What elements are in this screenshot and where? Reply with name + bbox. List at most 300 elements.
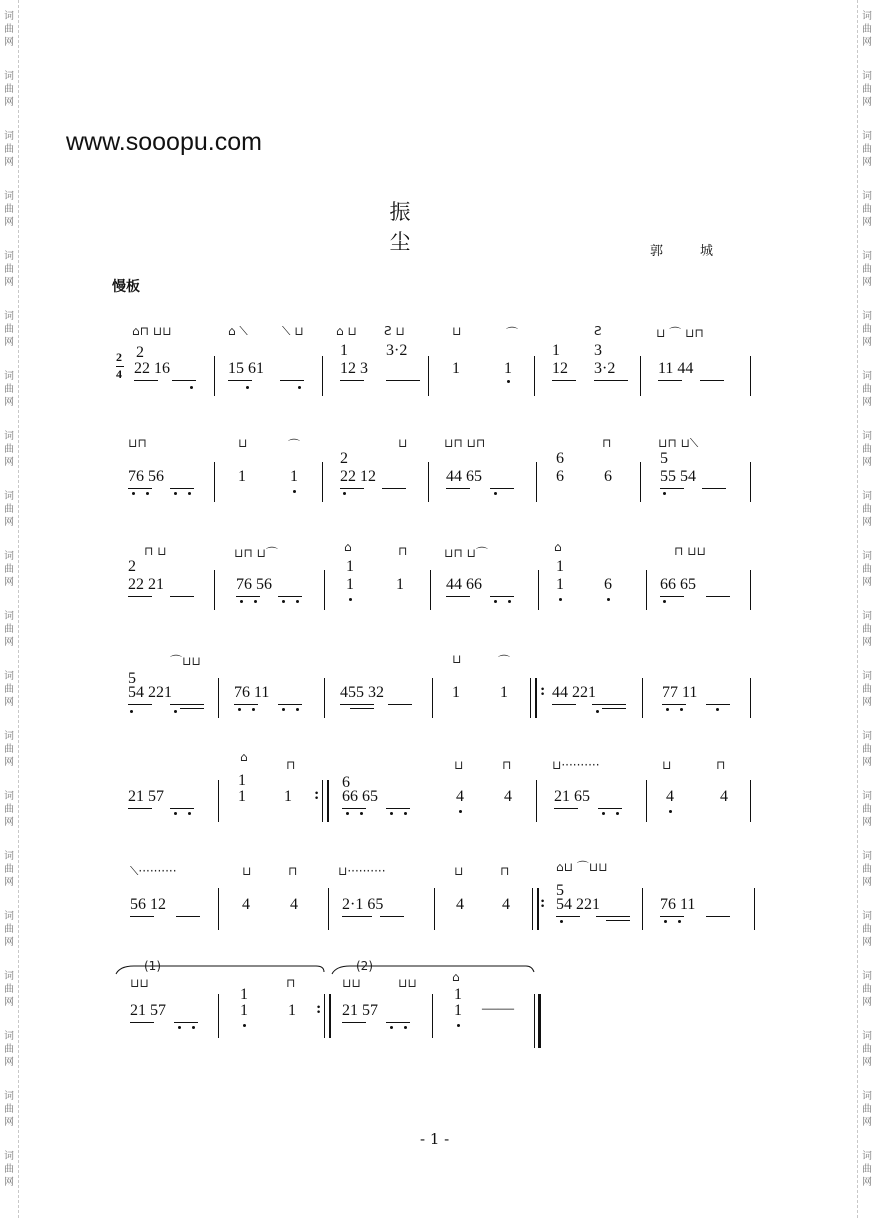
note-group: 21 65 [554,788,590,805]
note-group: 3·2 [594,360,616,377]
low-octave-dot [130,710,133,713]
note: 4 [720,788,728,805]
low-octave-dot [457,1024,460,1027]
underline [660,596,684,597]
underline [234,704,258,705]
underline [552,704,576,705]
time-signature-bottom: 4 [116,367,122,381]
staff-row-5 [110,750,760,840]
underline [700,380,724,381]
repeat-dots: : [540,894,546,911]
site-url: www.sooopu.com [66,128,262,156]
bar-line [322,356,323,396]
low-octave-dot [664,920,667,923]
bowing-mark: ⊓ [288,864,298,878]
page-number: - 1 - [420,1130,450,1148]
composer-name: 郭 城 [650,244,726,259]
side-watermark: 词曲网 [4,11,14,48]
low-octave-dot [174,812,177,815]
low-octave-dot [669,810,672,813]
bar-line [214,462,215,502]
low-octave-dot [404,812,407,815]
bar-line [218,994,219,1038]
chord-note: 1 [556,558,564,575]
side-watermark: 词曲网 [4,371,14,408]
note-group: 76 56 [236,576,272,593]
underline [170,488,194,489]
volta-1-label: (1) [144,959,161,973]
staff-row-2 [110,434,760,524]
underline [342,916,372,917]
side-watermark: 词曲网 [4,1091,14,1128]
bar-line [428,462,429,502]
note-group: 77 11 [662,684,698,701]
note-group: 21 57 [130,1002,166,1019]
final-barline-thin [534,994,535,1048]
bowing-mark: ⌒ [288,438,301,452]
bar-line [536,462,537,502]
underline [594,380,628,381]
low-octave-dot [343,492,346,495]
bowing-mark: ⊔ ⌒ ⊔⊓ [656,326,704,340]
double-underline [602,708,626,709]
bowing-mark: ⌂ [240,750,248,764]
underline [130,1022,154,1023]
bar-line [322,462,323,502]
underline [598,808,622,809]
underline [388,704,412,705]
note: 1 [500,684,508,701]
side-watermark: 词曲网 [4,671,14,708]
bar-line [750,570,751,610]
volta-brackets [110,956,760,1056]
low-octave-dot [716,708,719,711]
bowing-mark: ⊓ [602,436,612,450]
underline [706,704,730,705]
bowing-mark: ⌂ ⊔ [336,324,357,338]
underline [386,808,410,809]
note: 1 [452,360,460,377]
side-watermark: 词曲网 [862,311,872,348]
bowing-mark: ⌂ [344,540,352,554]
underline [170,596,194,597]
bowing-mark: ⊔ [452,652,462,666]
bowing-mark: Ƨ [594,324,602,338]
low-octave-dot [293,490,296,493]
low-octave-dot [607,598,610,601]
bowing-mark: ⊓ [500,864,510,878]
low-octave-dot [296,708,299,711]
underline [340,704,374,705]
low-octave-dot [188,812,191,815]
underline [490,596,514,597]
side-watermark: 词曲网 [4,551,14,588]
note: 4 [666,788,674,805]
low-octave-dot [188,492,191,495]
low-octave-dot [296,600,299,603]
low-octave-dot [146,492,149,495]
side-watermark: 词曲网 [4,71,14,108]
note-group: 76 56 [128,468,164,485]
underline [340,488,364,489]
side-watermark: 词曲网 [862,431,872,468]
underline [552,380,576,381]
chord-note: 1 [454,986,462,1003]
bar-line [646,570,647,610]
note: 6 [604,468,612,485]
underline [702,488,726,489]
note: 1 [346,576,354,593]
note: 4 [456,788,464,805]
note: 4 [290,896,298,913]
note-group: 2·1 65 [342,896,384,913]
underline [446,488,470,489]
bowing-mark: ⊔·········· [338,864,386,878]
underline [172,380,196,381]
bowing-mark: ⊔·········· [552,758,600,772]
bowing-mark: ⌂ [554,540,562,554]
underline [342,1022,366,1023]
note-group: 12 3 [340,360,368,377]
side-watermark: 词曲网 [862,71,872,108]
side-watermark: 词曲网 [4,431,14,468]
underline [382,488,406,489]
side-watermark: 词曲网 [862,371,872,408]
bar-line [642,888,643,930]
side-watermark: 词曲网 [862,11,872,48]
bar-line [754,888,755,930]
side-watermark: 词曲网 [4,611,14,648]
low-octave-dot [240,600,243,603]
low-octave-dot [254,600,257,603]
underline [130,916,154,917]
bar-line [642,678,643,718]
note: 1 [556,576,564,593]
note-group: 54 221 [128,684,172,701]
chord-note: 1 [238,772,246,789]
bar-line [214,570,215,610]
side-watermark: 词曲网 [4,791,14,828]
note-group: 15 61 [228,360,264,377]
underline [236,596,260,597]
low-octave-dot [559,598,562,601]
chord-note: 6 [342,774,350,791]
bowing-mark: ⊓ [286,758,296,772]
note: 1 [396,576,404,593]
low-octave-dot [390,1026,393,1029]
side-watermark: 词曲网 [4,731,14,768]
bowing-mark: ⊓ [286,976,296,990]
bar-line [324,678,325,718]
note: 6 [604,576,612,593]
bar-line [218,780,219,822]
bowing-mark: ⊔ [454,758,464,772]
low-octave-dot [178,1026,181,1029]
underline [386,1022,410,1023]
bowing-mark: ⊔ [242,864,252,878]
underline [174,1022,198,1023]
bowing-mark: ⟍ ⊔ [282,324,304,338]
note-group: 76 11 [660,896,696,913]
underline [128,488,152,489]
right-watermark-column [857,0,876,1218]
low-octave-dot [508,600,511,603]
bowing-mark: ⊔ [238,436,248,450]
note-group: 66 65 [342,788,378,805]
note-group: 22 16 [134,360,170,377]
side-watermark: 词曲网 [4,251,14,288]
repeat-end-barline [324,994,331,1038]
chord-note: 1 [340,342,348,359]
side-watermark: 词曲网 [862,791,872,828]
final-barline-thick [538,994,541,1048]
bar-line [640,462,641,502]
side-watermark: 词曲网 [4,851,14,888]
underline [128,808,152,809]
low-octave-dot [132,492,135,495]
bowing-mark: ⌂ [452,970,460,984]
bar-line [218,678,219,718]
note: 1 [238,468,246,485]
side-watermark: 词曲网 [4,1031,14,1068]
low-octave-dot [616,812,619,815]
note: 4 [456,896,464,913]
note-group: 22 12 [340,468,376,485]
note-group: 455 32 [340,684,384,701]
low-octave-dot [192,1026,195,1029]
note-group: 55 54 [660,468,696,485]
low-octave-dot [663,600,666,603]
bowing-mark: ⊔ [662,758,672,772]
low-octave-dot [282,600,285,603]
note: 1 [454,1002,462,1019]
time-signature-top: 2 [116,350,122,364]
bowing-mark: ⌒ [498,654,511,668]
underline [592,704,626,705]
dash-extension: —— [482,1000,514,1017]
underline [280,380,304,381]
bowing-mark: ⊔ [454,864,464,878]
bowing-mark: ⌂⊓ ⊔⊔ [132,324,172,338]
side-watermark: 词曲网 [862,671,872,708]
underline [176,916,200,917]
low-octave-dot [360,812,363,815]
bowing-mark: ⊔⊓ ⊔⟍ [658,436,699,450]
chord-note: 2 [340,450,348,467]
low-octave-dot [596,710,599,713]
underline [556,916,580,917]
bowing-mark: ⊔⊓ ⊔⊓ [444,436,486,450]
bar-line [432,994,433,1038]
bowing-mark: ⌂⊔ ⌒⊔⊔ [556,860,608,874]
underline [134,380,158,381]
bar-line [646,780,647,822]
bar-line [218,888,219,930]
low-octave-dot [560,920,563,923]
side-watermark: 词曲网 [4,311,14,348]
chord-note: 5 [128,670,136,687]
bowing-mark: ⟍·········· [130,864,177,878]
side-watermark: 词曲网 [862,731,872,768]
note-group: 54 221 [556,896,600,913]
piece-title: 振 尘 [389,200,512,254]
note-group: 44 66 [446,576,482,593]
note-group: 76 11 [234,684,270,701]
bowing-mark: ⊔⊓ ⊔⌒ [234,546,278,560]
low-octave-dot [298,386,301,389]
chord-note: 3·2 [386,342,408,359]
low-octave-dot [663,492,666,495]
side-watermark: 词曲网 [4,131,14,168]
chord-note: 1 [552,342,560,359]
side-watermark: 词曲网 [862,971,872,1008]
note-group: 44 65 [446,468,482,485]
chord-note: 5 [556,882,564,899]
underline [128,704,152,705]
bowing-mark: ⌒⊔⊔ [170,654,201,668]
bowing-mark: ⊔⊔ [398,976,417,990]
note: 1 [504,360,512,377]
underline [706,596,730,597]
chord-note: 5 [660,450,668,467]
bar-line [214,356,215,396]
underline [170,704,204,705]
side-watermark: 词曲网 [4,191,14,228]
note: 1 [284,788,292,805]
bowing-mark: ⊓ [716,758,726,772]
bar-line [534,356,535,396]
low-octave-dot [346,812,349,815]
underline [340,380,364,381]
bar-line [538,570,539,610]
side-watermark: 词曲网 [862,851,872,888]
side-watermark: 词曲网 [4,491,14,528]
low-octave-dot [666,708,669,711]
underline [380,916,404,917]
note-group: 22 21 [128,576,164,593]
bar-line [432,678,433,718]
underline [128,596,152,597]
staff-row-6 [110,858,760,948]
repeat-dots: : [540,682,546,699]
grace-note: 2 [136,344,144,361]
bar-line [324,570,325,610]
low-octave-dot [238,708,241,711]
side-watermark: 词曲网 [862,551,872,588]
low-octave-dot [678,920,681,923]
underline [554,808,578,809]
note-group: 11 44 [658,360,694,377]
bowing-mark: ⌒ [506,326,519,340]
low-octave-dot [282,708,285,711]
bowing-mark: ⊔ [398,436,408,450]
note-group: 21 57 [128,788,164,805]
low-octave-dot [174,710,177,713]
underline [278,596,302,597]
bowing-mark: ⊓ [502,758,512,772]
note: 1 [290,468,298,485]
side-watermark: 词曲网 [862,1091,872,1128]
underline [278,704,302,705]
double-underline [180,708,204,709]
low-octave-dot [507,380,510,383]
note: 4 [242,896,250,913]
side-watermark: 词曲网 [4,911,14,948]
low-octave-dot [602,812,605,815]
side-watermark: 词曲网 [862,191,872,228]
low-octave-dot [390,812,393,815]
staff-row-4 [110,650,760,740]
underline [706,916,730,917]
note-group: 21 57 [342,1002,378,1019]
low-octave-dot [680,708,683,711]
low-octave-dot [246,386,249,389]
repeat-dots: : [314,786,320,803]
side-watermark: 词曲网 [862,1151,872,1188]
low-octave-dot [243,1024,246,1027]
chord-note: 6 [556,450,564,467]
side-watermark: 词曲网 [862,491,872,528]
low-octave-dot [494,600,497,603]
note: 1 [288,1002,296,1019]
bar-line [640,356,641,396]
low-octave-dot [174,492,177,495]
bar-line [428,356,429,396]
bar-line [434,888,435,930]
note: 1 [452,684,460,701]
underline [446,596,470,597]
note: 6 [556,468,564,485]
side-watermark: 词曲网 [4,971,14,1008]
low-octave-dot [349,598,352,601]
bowing-mark: ⊔⊔ [130,976,149,990]
side-watermark: 词曲网 [862,251,872,288]
note: 1 [240,1002,248,1019]
low-octave-dot [459,810,462,813]
bar-line [536,780,537,822]
bar-line [750,462,751,502]
chord-note: 3 [594,342,602,359]
left-watermark-column [0,0,19,1218]
staff-row-3 [110,540,760,630]
side-watermark: 词曲网 [4,1151,14,1188]
repeat-start-barline [532,888,539,930]
repeat-end-barline [322,780,329,822]
low-octave-dot [404,1026,407,1029]
staff-row-7 [110,956,760,1056]
volta-2-label: (2) [356,959,373,973]
underline [660,916,684,917]
bowing-mark: Ƨ ⊔ [384,324,405,338]
underline [660,488,684,489]
bar-line [750,780,751,822]
double-underline [606,920,630,921]
chord-note: 1 [240,986,248,1003]
underline [342,808,366,809]
note: 4 [504,788,512,805]
bowing-mark: ⊔ [452,324,462,338]
bar-line [430,570,431,610]
note-group: 56 12 [130,896,166,913]
note: 1 [238,788,246,805]
bar-line [750,356,751,396]
repeat-start-barline [530,678,537,718]
underline [662,704,686,705]
bowing-mark: ⊔⊔ [342,976,361,990]
repeat-dots: : [316,1000,322,1017]
side-watermark: 词曲网 [862,1031,872,1068]
underline [170,808,194,809]
